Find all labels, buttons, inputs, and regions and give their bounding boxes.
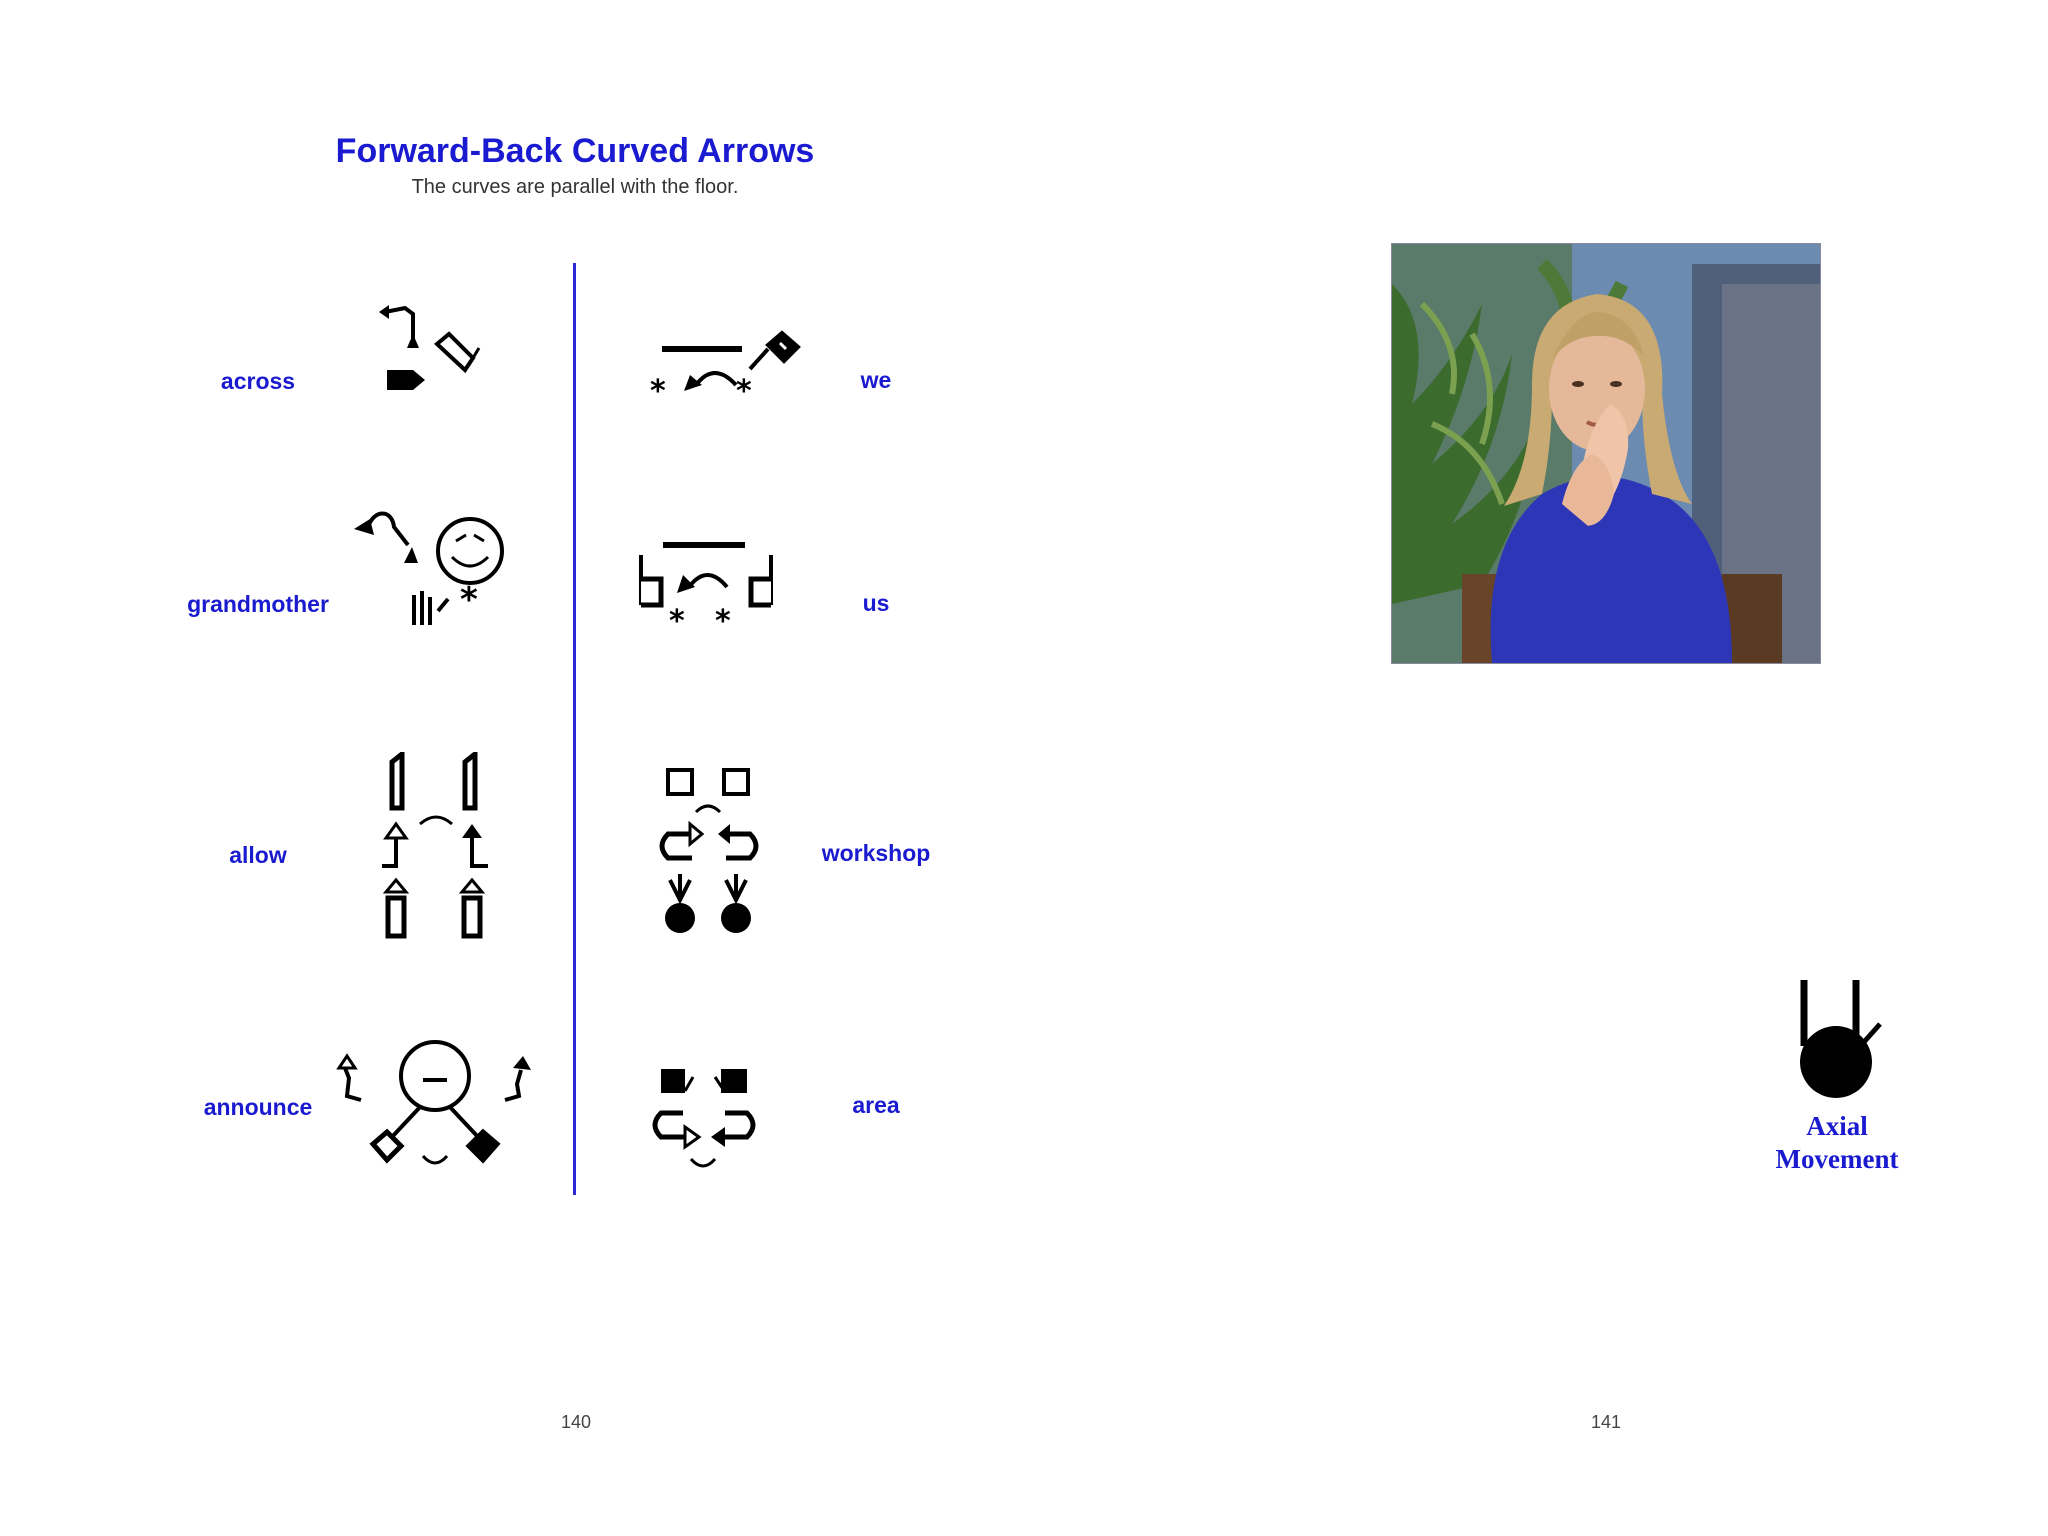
axial-label-line2: Movement — [1775, 1144, 1899, 1174]
axial-movement-label — [1737, 1110, 1937, 1176]
word-allow: allow — [229, 842, 287, 868]
page-title: Forward-Back Curved Arrows — [335, 132, 815, 170]
axial-label-line1: Axial — [1806, 1111, 1868, 1141]
word-us: us — [862, 590, 890, 616]
we-sign-icon — [650, 325, 820, 410]
allow-sign-icon — [370, 752, 500, 942]
svg-text:*: * — [669, 604, 685, 635]
signer-photo — [1391, 243, 1821, 664]
workshop-sign-icon — [650, 762, 770, 937]
page-subtitle: The curves are parallel with the floor. — [411, 176, 739, 198]
svg-text:*: * — [460, 580, 478, 620]
page-number-left: 140 — [560, 1412, 592, 1432]
word-grandmother: grandmother — [187, 591, 329, 617]
word-area: area — [852, 1092, 900, 1118]
column-divider — [573, 263, 576, 1195]
word-workshop: workshop — [821, 840, 931, 866]
axial-movement-icon — [1790, 976, 1890, 1100]
grandmother-sign-icon — [352, 505, 512, 635]
area-sign-icon — [643, 1063, 768, 1178]
svg-text:*: * — [736, 374, 752, 409]
us-sign-icon — [635, 535, 785, 635]
word-across: across — [220, 368, 296, 394]
announce-sign-icon — [335, 1038, 535, 1178]
svg-text:*: * — [650, 374, 666, 409]
across-sign-icon — [375, 300, 495, 400]
word-we: we — [860, 367, 892, 393]
page-number-right: 141 — [1590, 1412, 1622, 1432]
svg-text:*: * — [715, 604, 731, 635]
word-announce: announce — [203, 1094, 313, 1120]
